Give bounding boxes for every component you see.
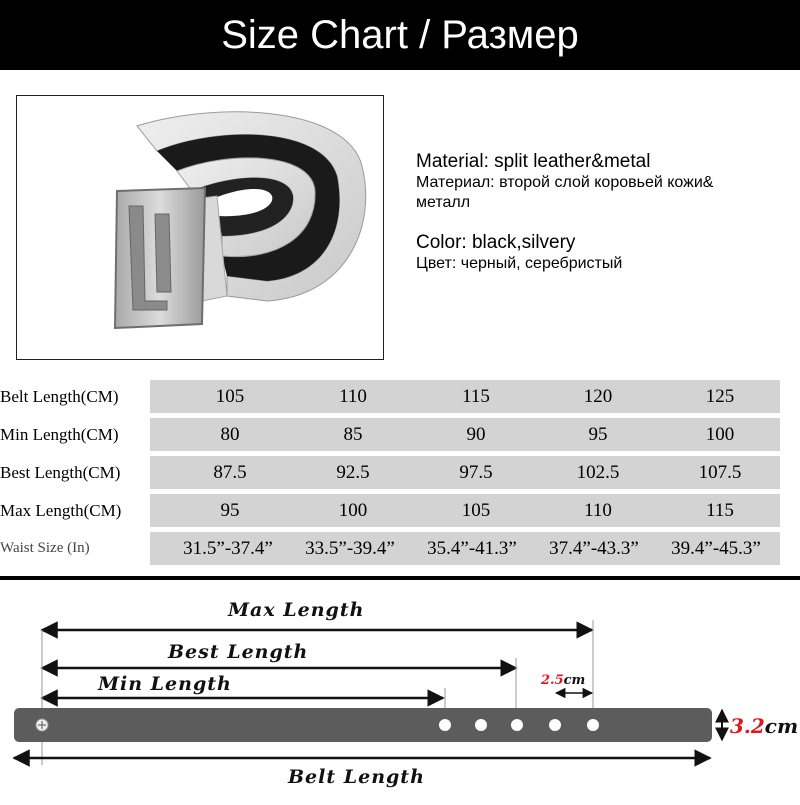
- table-row: [0, 532, 800, 570]
- product-info: [416, 150, 796, 274]
- table-cell: 102.5: [576, 461, 620, 483]
- table-cell: 110: [584, 499, 612, 521]
- table-cell: 100: [338, 499, 368, 521]
- min-length-label: Min Length: [98, 673, 232, 695]
- belt-hole: [587, 719, 599, 731]
- table-cell: 115: [462, 385, 490, 407]
- table-cell: 80: [220, 423, 240, 445]
- belt-photo-illustration: [17, 96, 383, 359]
- row-cells: [150, 380, 780, 413]
- row-label: Min Length(CM): [0, 424, 119, 444]
- row-cells: [150, 532, 780, 565]
- width-label: [730, 714, 798, 738]
- belt-hole: [511, 719, 523, 731]
- belt-diagram-svg: [0, 590, 800, 800]
- width-value: 3.2: [730, 714, 765, 738]
- table-cell: 100: [705, 423, 735, 445]
- table-cell: 33.5”-39.4”: [305, 537, 395, 559]
- material-ru-line2: металл: [416, 194, 471, 211]
- color-ru: Цвет: черный, серебристый: [416, 255, 623, 272]
- table-cell: 110: [339, 385, 367, 407]
- page-title: Size Chart / Размер: [221, 12, 579, 57]
- row-label: Belt Length(CM): [0, 386, 119, 406]
- row-cells: [150, 418, 780, 451]
- width-unit: cm: [764, 714, 799, 738]
- row-label: Best Length(CM): [0, 462, 121, 482]
- table-cell: 87.5: [213, 461, 247, 483]
- size-table: [0, 380, 800, 570]
- table-cell: 37.4”-43.3”: [549, 537, 639, 559]
- hole-spacing-unit: cm: [563, 673, 586, 688]
- row-label: Max Length(CM): [0, 500, 122, 520]
- table-cell: 115: [706, 499, 734, 521]
- table-row: [0, 456, 800, 494]
- hole-spacing-label: [540, 673, 585, 688]
- table-cell: 85: [343, 423, 363, 445]
- table-row: [0, 380, 800, 418]
- table-row: [0, 418, 800, 456]
- table-cell: 35.4”-41.3”: [427, 537, 517, 559]
- row-cells: [150, 494, 780, 527]
- table-cell: 39.4”-45.3”: [671, 537, 761, 559]
- belt-diagram: [0, 590, 800, 800]
- table-cell: 95: [588, 423, 608, 445]
- row-label: Waist Size (In): [0, 540, 90, 556]
- belt-hole: [475, 719, 487, 731]
- belt-hole: [439, 719, 451, 731]
- belt-strap-shape: [14, 708, 712, 742]
- material-ru-line1: Материал: второй слой коровьей кожи&: [416, 174, 714, 191]
- page-title-banner: [0, 0, 800, 70]
- table-row: [0, 494, 800, 532]
- table-cell: 105: [461, 499, 491, 521]
- table-cell: 31.5”-37.4”: [183, 537, 273, 559]
- belt-hole: [549, 719, 561, 731]
- table-cell: 97.5: [459, 461, 493, 483]
- row-cells: [150, 456, 780, 489]
- table-cell: 92.5: [336, 461, 370, 483]
- section-divider: [0, 576, 800, 580]
- material-en: Material: split leather&metal: [416, 151, 651, 172]
- hole-spacing-value: 2.5: [541, 673, 564, 688]
- best-length-label: Best Length: [168, 641, 309, 663]
- product-photo: [16, 95, 384, 360]
- table-cell: 120: [583, 385, 613, 407]
- belt-length-label: Belt Length: [288, 766, 425, 788]
- table-cell: 90: [466, 423, 486, 445]
- table-cell: 125: [705, 385, 735, 407]
- max-length-label: Max Length: [228, 599, 365, 621]
- color-en: Color: black,silvery: [416, 232, 576, 253]
- table-cell: 95: [220, 499, 240, 521]
- table-cell: 107.5: [698, 461, 742, 483]
- table-cell: 105: [215, 385, 245, 407]
